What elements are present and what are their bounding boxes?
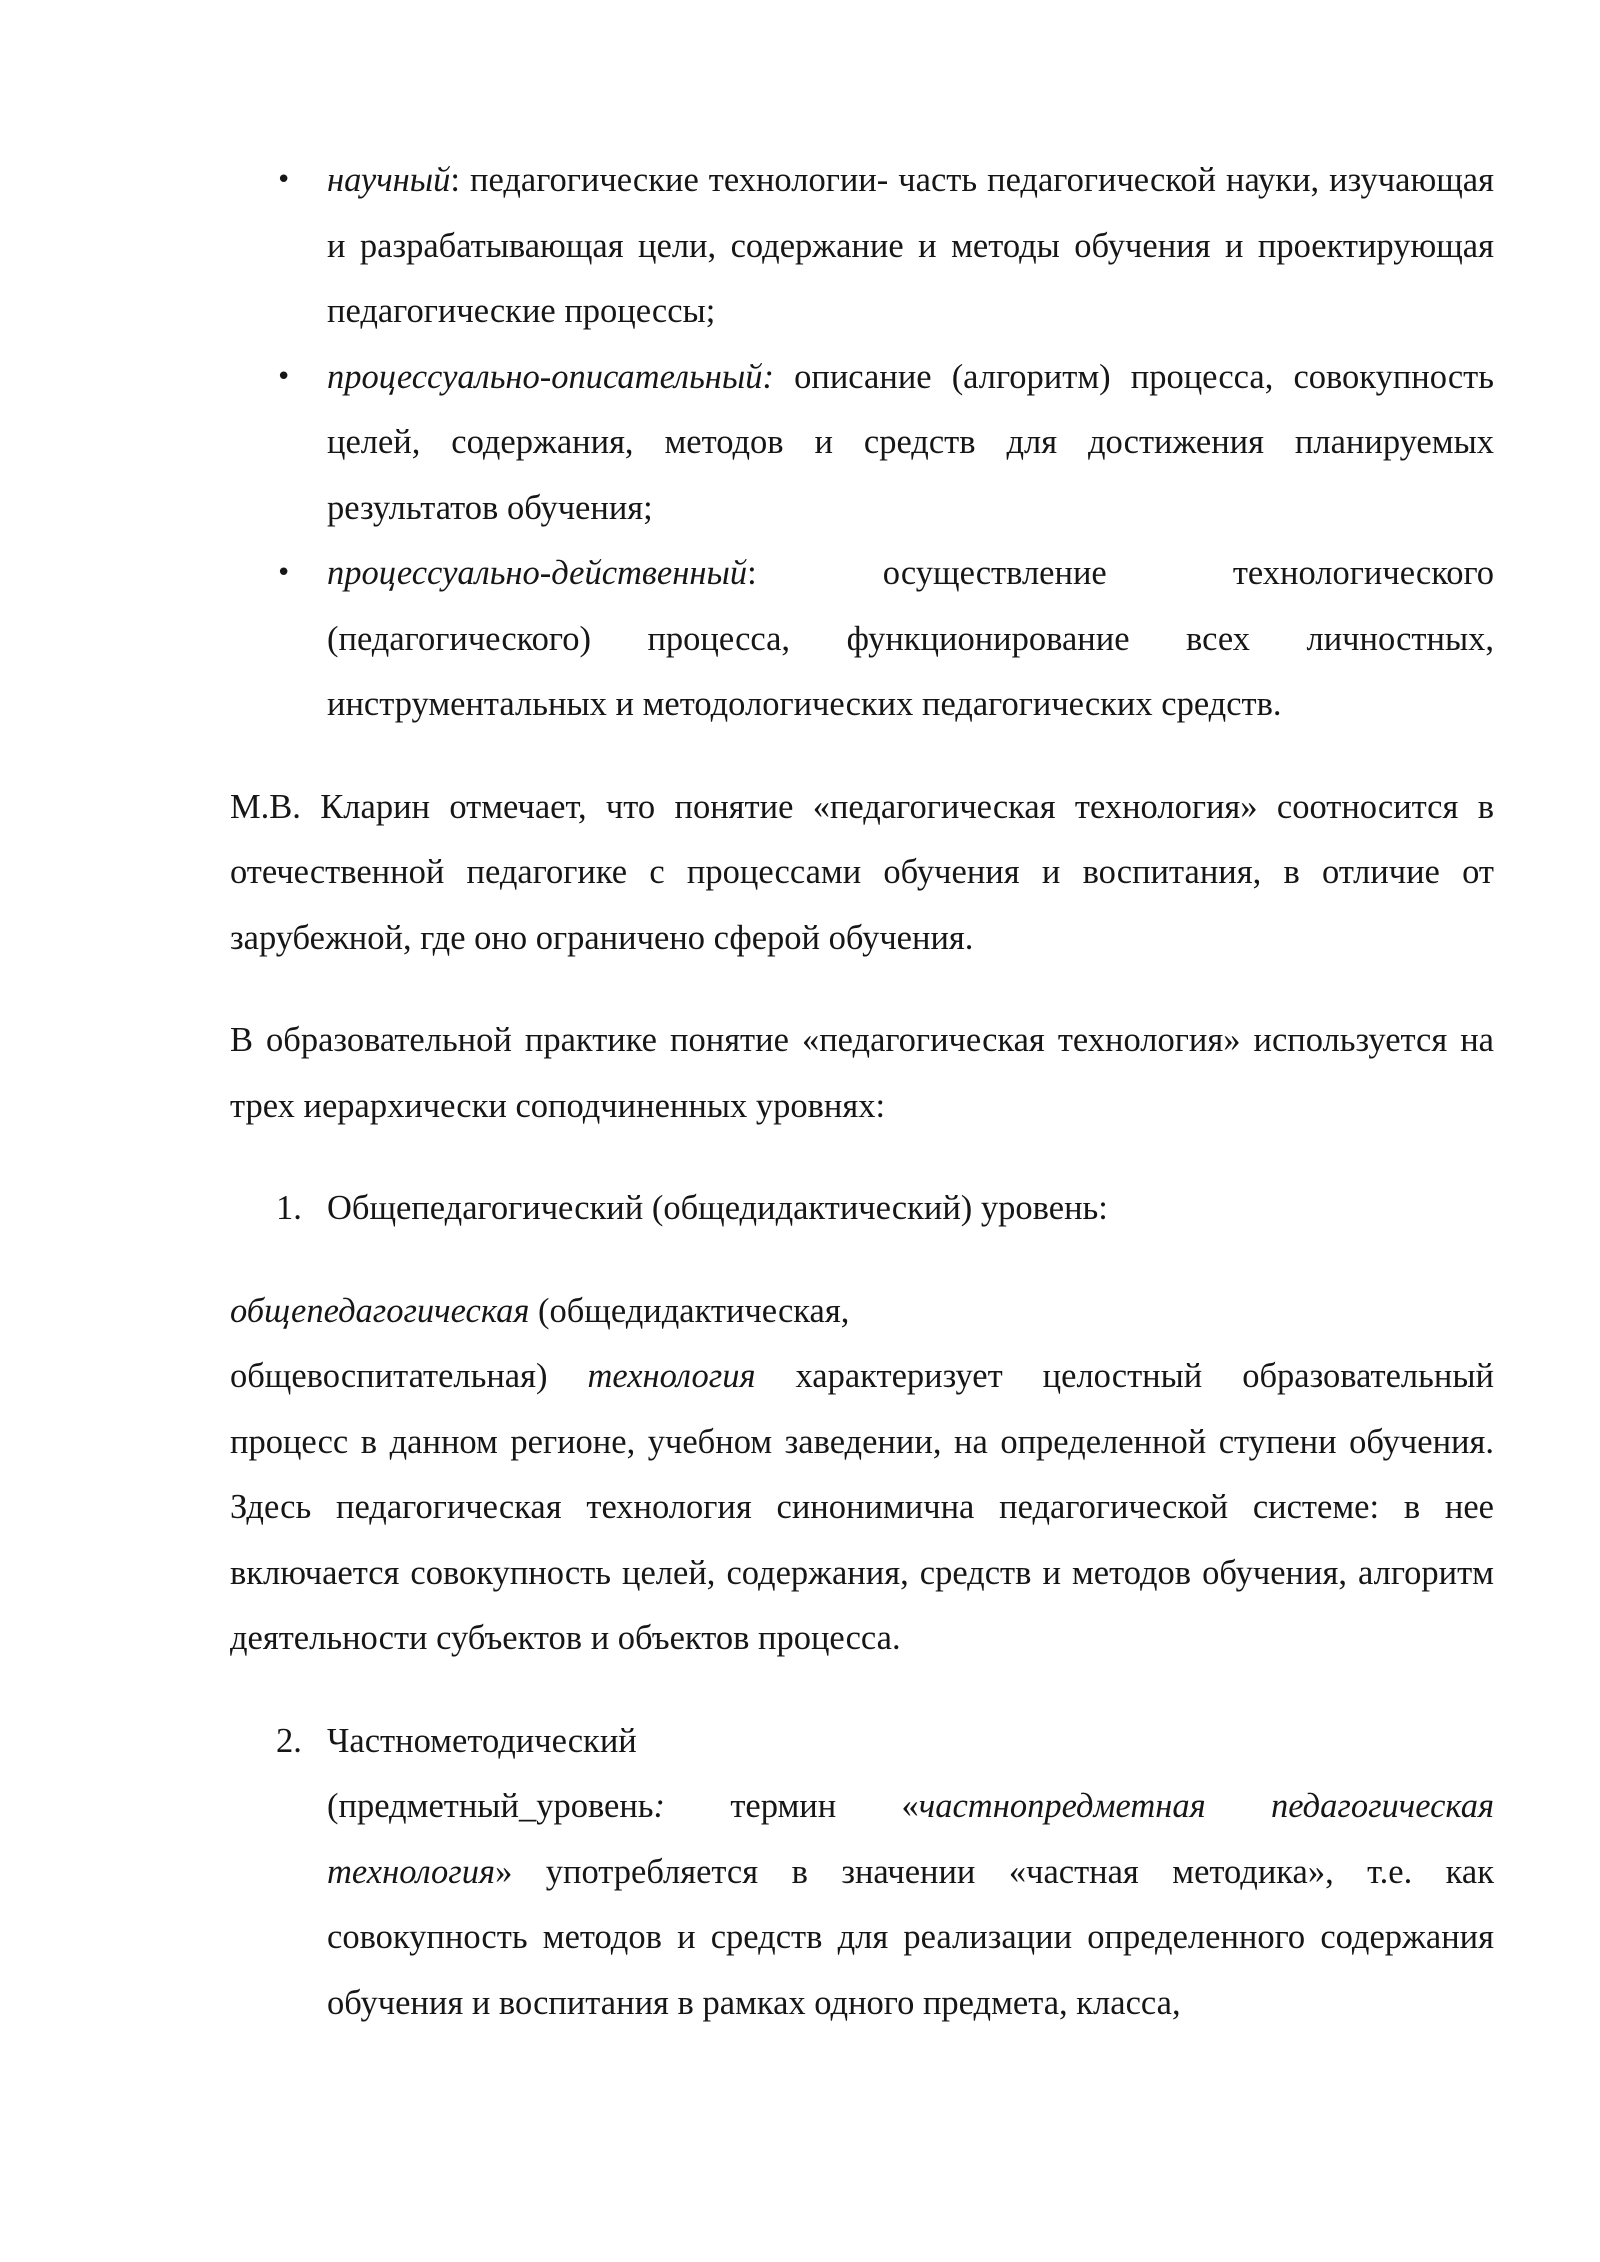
levels-list-1 bbox=[230, 1176, 1494, 1242]
paragraph-general-level: общепедагогическая (общедидактическая, общевоспитательная) технология характеризует целостный образовательный процесс в данном регионе, учебном заведении, на определенной ступени обучения. Здесь педагогическая технология синонимична педагогической системе: в нее включается совокупность целей, содержания, средств и методов обучения, алгоритм деятельности субъектов и объектов процесса. bbox=[230, 1291, 1494, 1657]
list-item bbox=[230, 345, 1494, 542]
document-page bbox=[230, 148, 1494, 2036]
paragraph-klarin: М.В. Кларин отмечает, что понятие «педагогическая технология» соотносится в отечественной педагогике с процессами обучения и воспитания, в отличие от зарубежной, где оно ограничено сферой обучения. bbox=[230, 787, 1494, 957]
spacer bbox=[230, 1672, 1494, 1709]
bullet-marker: • bbox=[276, 361, 292, 392]
spacer bbox=[230, 971, 1494, 1008]
list-item bbox=[230, 1176, 1494, 1242]
spacer bbox=[230, 738, 1494, 775]
paragraph-practice: В образовательной практике понятие «педагогическая технология» используется на трех иерархически соподчиненных уровнях: bbox=[230, 1021, 1494, 1125]
term: процессуально-действенный bbox=[327, 554, 748, 592]
spacer bbox=[230, 1139, 1494, 1176]
list-item: • научный: педагогические технологии- часть педагогической науки, изучающая и разрабатывающая цели, содержание и методы обучения и проектирующая педагогические процессы; bbox=[230, 148, 1494, 345]
list-item-text: описание (алгоритм) процесса, совокупность целей, содержания, методов и средств для достижения планируемых результатов обучения; bbox=[327, 357, 1494, 527]
term: процессуально-описательный: bbox=[327, 357, 775, 396]
list-number: 1. bbox=[276, 1189, 302, 1227]
spacer bbox=[230, 1242, 1494, 1279]
list-item: • процессуально-действенный: осуществление технологического (педагогического) процесса, функционирование всех личностных, инструментальных и методологических педагогических средств. bbox=[230, 541, 1494, 738]
list-item: 2. Частнометодический (предметный_уровень: термин «частнопредметная педагогическая технология» употребляется в значении «частная методика», т.е. как совокупность методов и средств для реализации определенного содержания обучения и воспитания в рамках одного предмета, класса, bbox=[230, 1709, 1494, 2037]
list-item-text: Общепедагогический (общедидактический) уровень: bbox=[327, 1189, 1108, 1227]
bullet-marker: • bbox=[276, 558, 292, 588]
list-item-text: осуществление технологического (педагогического) процесса, функционирование всех личностных, инструментальных и методологических педагогических средств. bbox=[327, 554, 1494, 723]
term: научный bbox=[327, 161, 451, 199]
list-item-title: Частнометодический bbox=[327, 1721, 637, 1760]
bullet-marker: • bbox=[276, 165, 292, 195]
approach-list bbox=[230, 148, 1494, 738]
list-number: 2. bbox=[276, 1721, 302, 1760]
levels-list-2 bbox=[230, 1709, 1494, 2037]
list-item-text: педагогические технологии- часть педагогической науки, изучающая и разрабатывающая цели, содержание и методы обучения и проектирующая педагогические процессы; bbox=[327, 161, 1494, 330]
